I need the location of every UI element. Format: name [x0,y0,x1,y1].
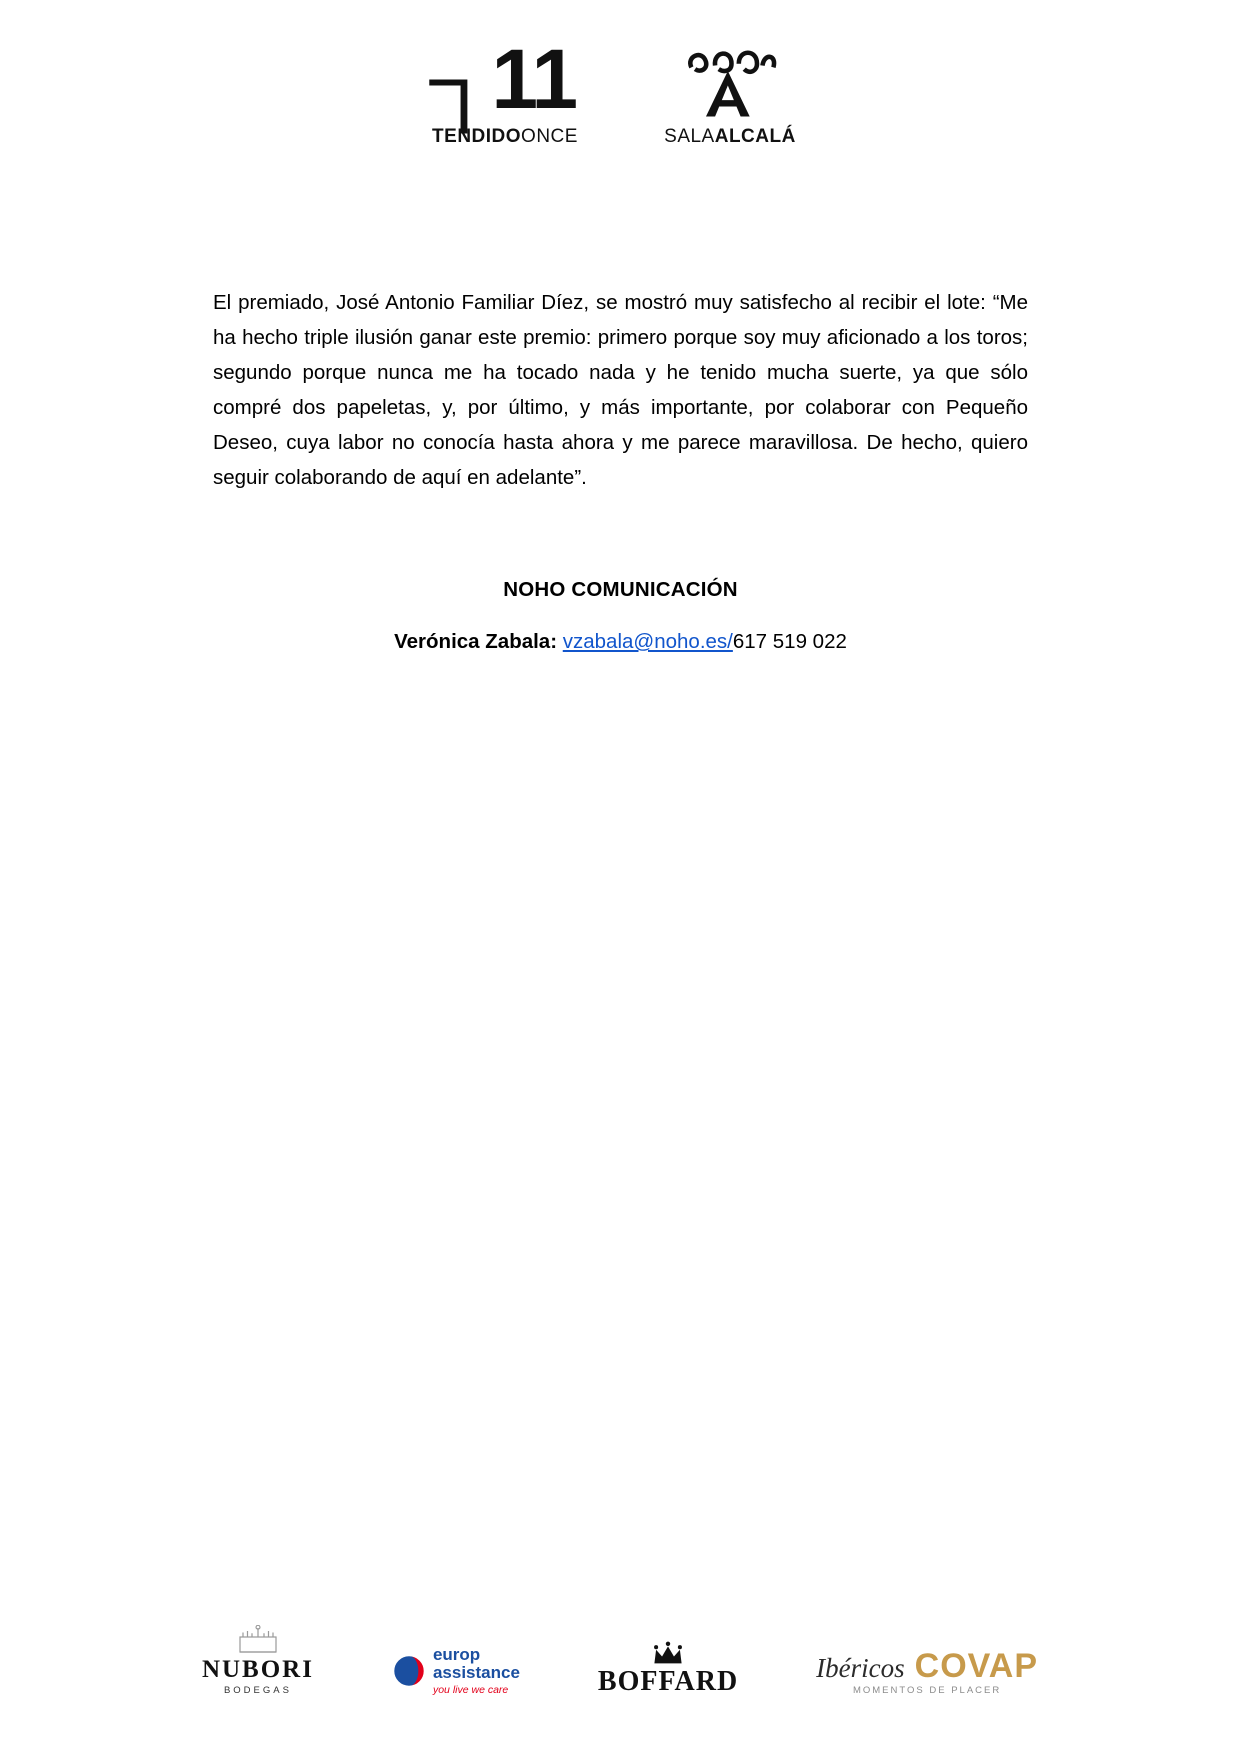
ibericos-word: Ibéricos [816,1653,905,1683]
contact-email-link[interactable]: vzabala@noho.es/ [562,630,733,653]
sponsor-boffard-logo [598,1641,738,1696]
tagline-part-1: you live [432,1684,472,1696]
europ-assistance-wordmark [433,1646,520,1695]
boffard-name: BOFFARD [597,1665,739,1697]
europ-assistance-globe-icon [392,1654,426,1688]
europ-tagline [433,1685,520,1696]
tendido-once-wordmark [430,126,580,148]
assistance-line: assistance [432,1663,520,1683]
footer-sponsor-row [0,1625,1240,1696]
body-paragraph: El premiado, José Antonio Familiar Díez, se mostró muy satisfecho al recibir el lote: “Me ha hecho triple ilusión ganar este premio: primero porque soy muy aficionado a los toros; segundo porque nunca me ha tocado nada y he tenido mucha suerte, ya que sólo compré dos papeletas, y, por último, y más importante, por colaborar con Pequeño Deseo, cuya labor no conocía hasta ahora y me parece maravillosa. De hecho, quiero seguir colaborando de aquí en adelante”. [213,291,1028,489]
tendido-once-mark-icon: ┐11 [429,32,577,127]
signature-block [213,578,1028,654]
contact-phone: 617 519 022 [732,630,847,653]
boffard-crown-icon [651,1641,685,1667]
europ-line: europ [432,1645,481,1665]
sponsor-nubori-logo [202,1625,314,1696]
covap-word: COVAP [914,1647,1039,1685]
contact-name: Verónica Zabala: [394,630,558,653]
sponsor-europ-assistance-logo [392,1646,520,1695]
signature-organization: NOHO COMUNICACIÓN [503,578,738,601]
sala-word-light: SALA [664,126,715,147]
covap-wordmark [816,1649,1038,1683]
nubori-crest-icon [235,1625,281,1655]
header-logo-row [0,32,1240,148]
sponsor-ibericos-covap-logo [816,1649,1038,1696]
sala-alcala-wordmark [650,126,810,148]
sala-alcala-logo [650,40,810,148]
sala-alcala-symbol-icon [675,40,784,122]
tendido-once-word-bold: TENDIDO [432,126,522,147]
signature-contact-line [213,630,1028,654]
nubori-name: NUBORI [201,1656,314,1683]
covap-tagline: MOMENTOS DE PLACER [852,1685,1002,1696]
alcala-word-bold: ALCALÁ [714,126,796,147]
tagline-part-2: we care [471,1684,509,1696]
tendido-once-word-light: ONCE [521,126,578,147]
nubori-subtitle: BODEGAS [223,1685,292,1696]
tendido-once-logo [429,32,580,148]
